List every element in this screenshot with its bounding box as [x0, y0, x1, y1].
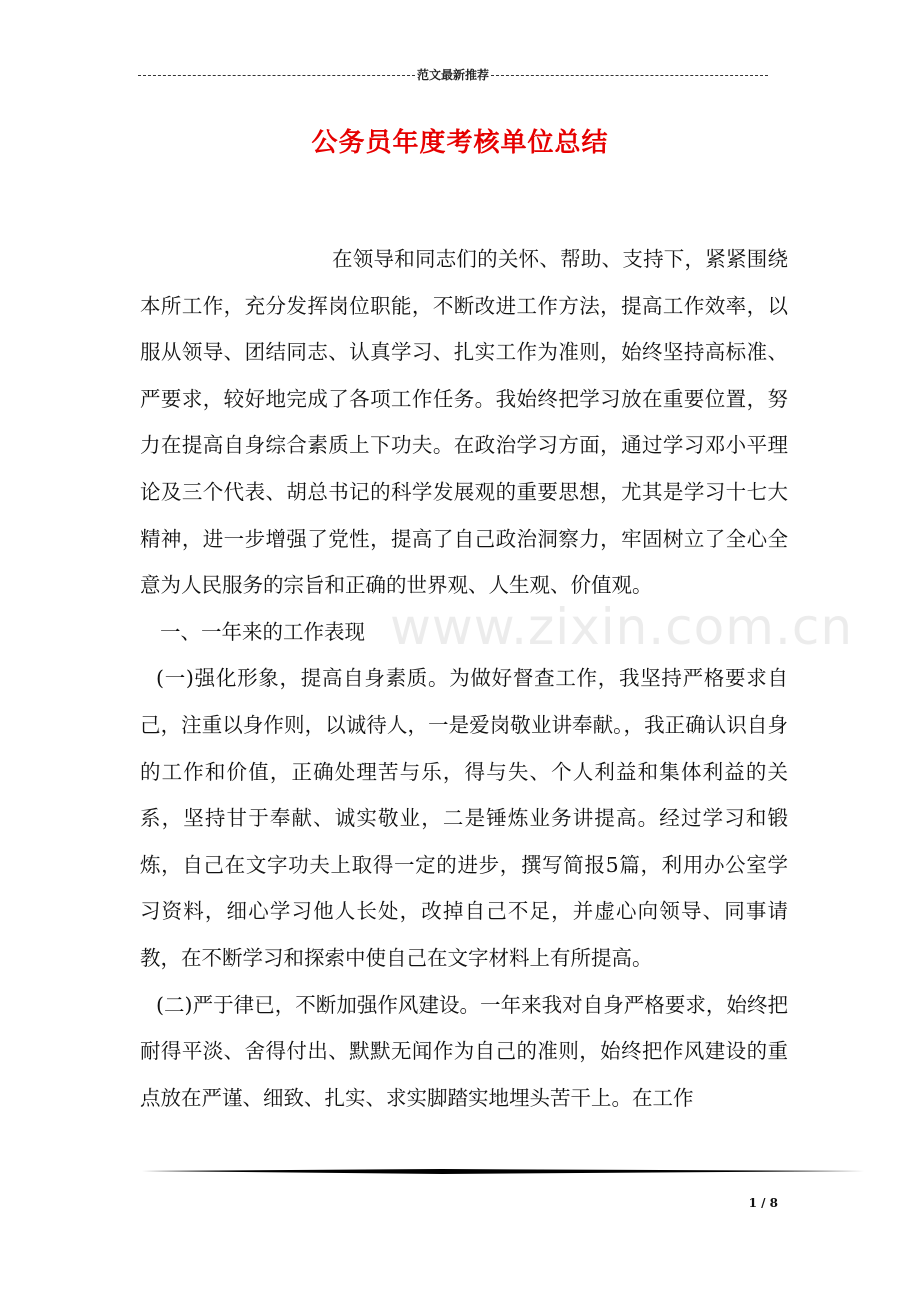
paragraph-item-2: (二)严于律已，不断加强作风建设。一年来我对自身严格要求，始终把耐得平淡、舍得付出、默默无闻作为自己的准则，始终把作风建设的重点放在严谨、细致、扎实、求实脚踏实地埋头苦干上。在工作	[140, 992, 788, 1110]
header-dash-right	[491, 75, 768, 76]
page-number: 1 / 8	[748, 1196, 778, 1210]
footer-rule	[142, 1163, 864, 1179]
header-label: 范文最新推荐	[417, 68, 490, 82]
watermark: www.zixin.com.cn	[390, 598, 854, 656]
paragraph-intro: 在领导和同志们的关怀、帮助、支持下，紧紧围绕本所工作，充分发挥岗位职能，不断改进工作方法，提高工作效率，以服从领导、团结同志、认真学习、扎实工作为准则，始终坚持高标准、严要求，较好地完成了各项工作任务。我始终把学习放在重要位置，努力在提高自身综合素质上下功夫。在政治学习方面，通过学习邓小平理论及三个代表、胡总书记的科学发展观的重要思想，尤其是学习十七大精神，进一步增强了党性，提高了自己政治洞察力，牢固树立了全心全意为人民服务的宗旨和正确的世界观、人生观、价值观。	[140, 247, 788, 598]
document-body	[140, 236, 788, 1121]
paragraph-item-1: (一)强化形象，提高自身素质。为做好督查工作，我坚持严格要求自己，注重以身作则，以诚待人，一是爱岗敬业讲奉献。，我正确认识自身的工作和价值，正确处理苦与乐，得与失、个人利益和集体利益的关系，坚持甘于奉献、诚实敬业，二是锤炼业务讲提高。经过学习和锻炼，自己在文字功夫上取得一定的进步，撰写简报5篇，利用办公室学习资料，细心学习他人长处，改掉自己不足，并虚心向领导、同事请教，在不断学习和探索中使自己在文字材料上有所提高。	[140, 666, 788, 970]
page-header	[138, 66, 768, 83]
header-dash-left	[138, 75, 415, 76]
document-title: 公务员年度考核单位总结	[311, 128, 609, 158]
section-heading: 一、一年来的工作表现	[160, 619, 365, 644]
